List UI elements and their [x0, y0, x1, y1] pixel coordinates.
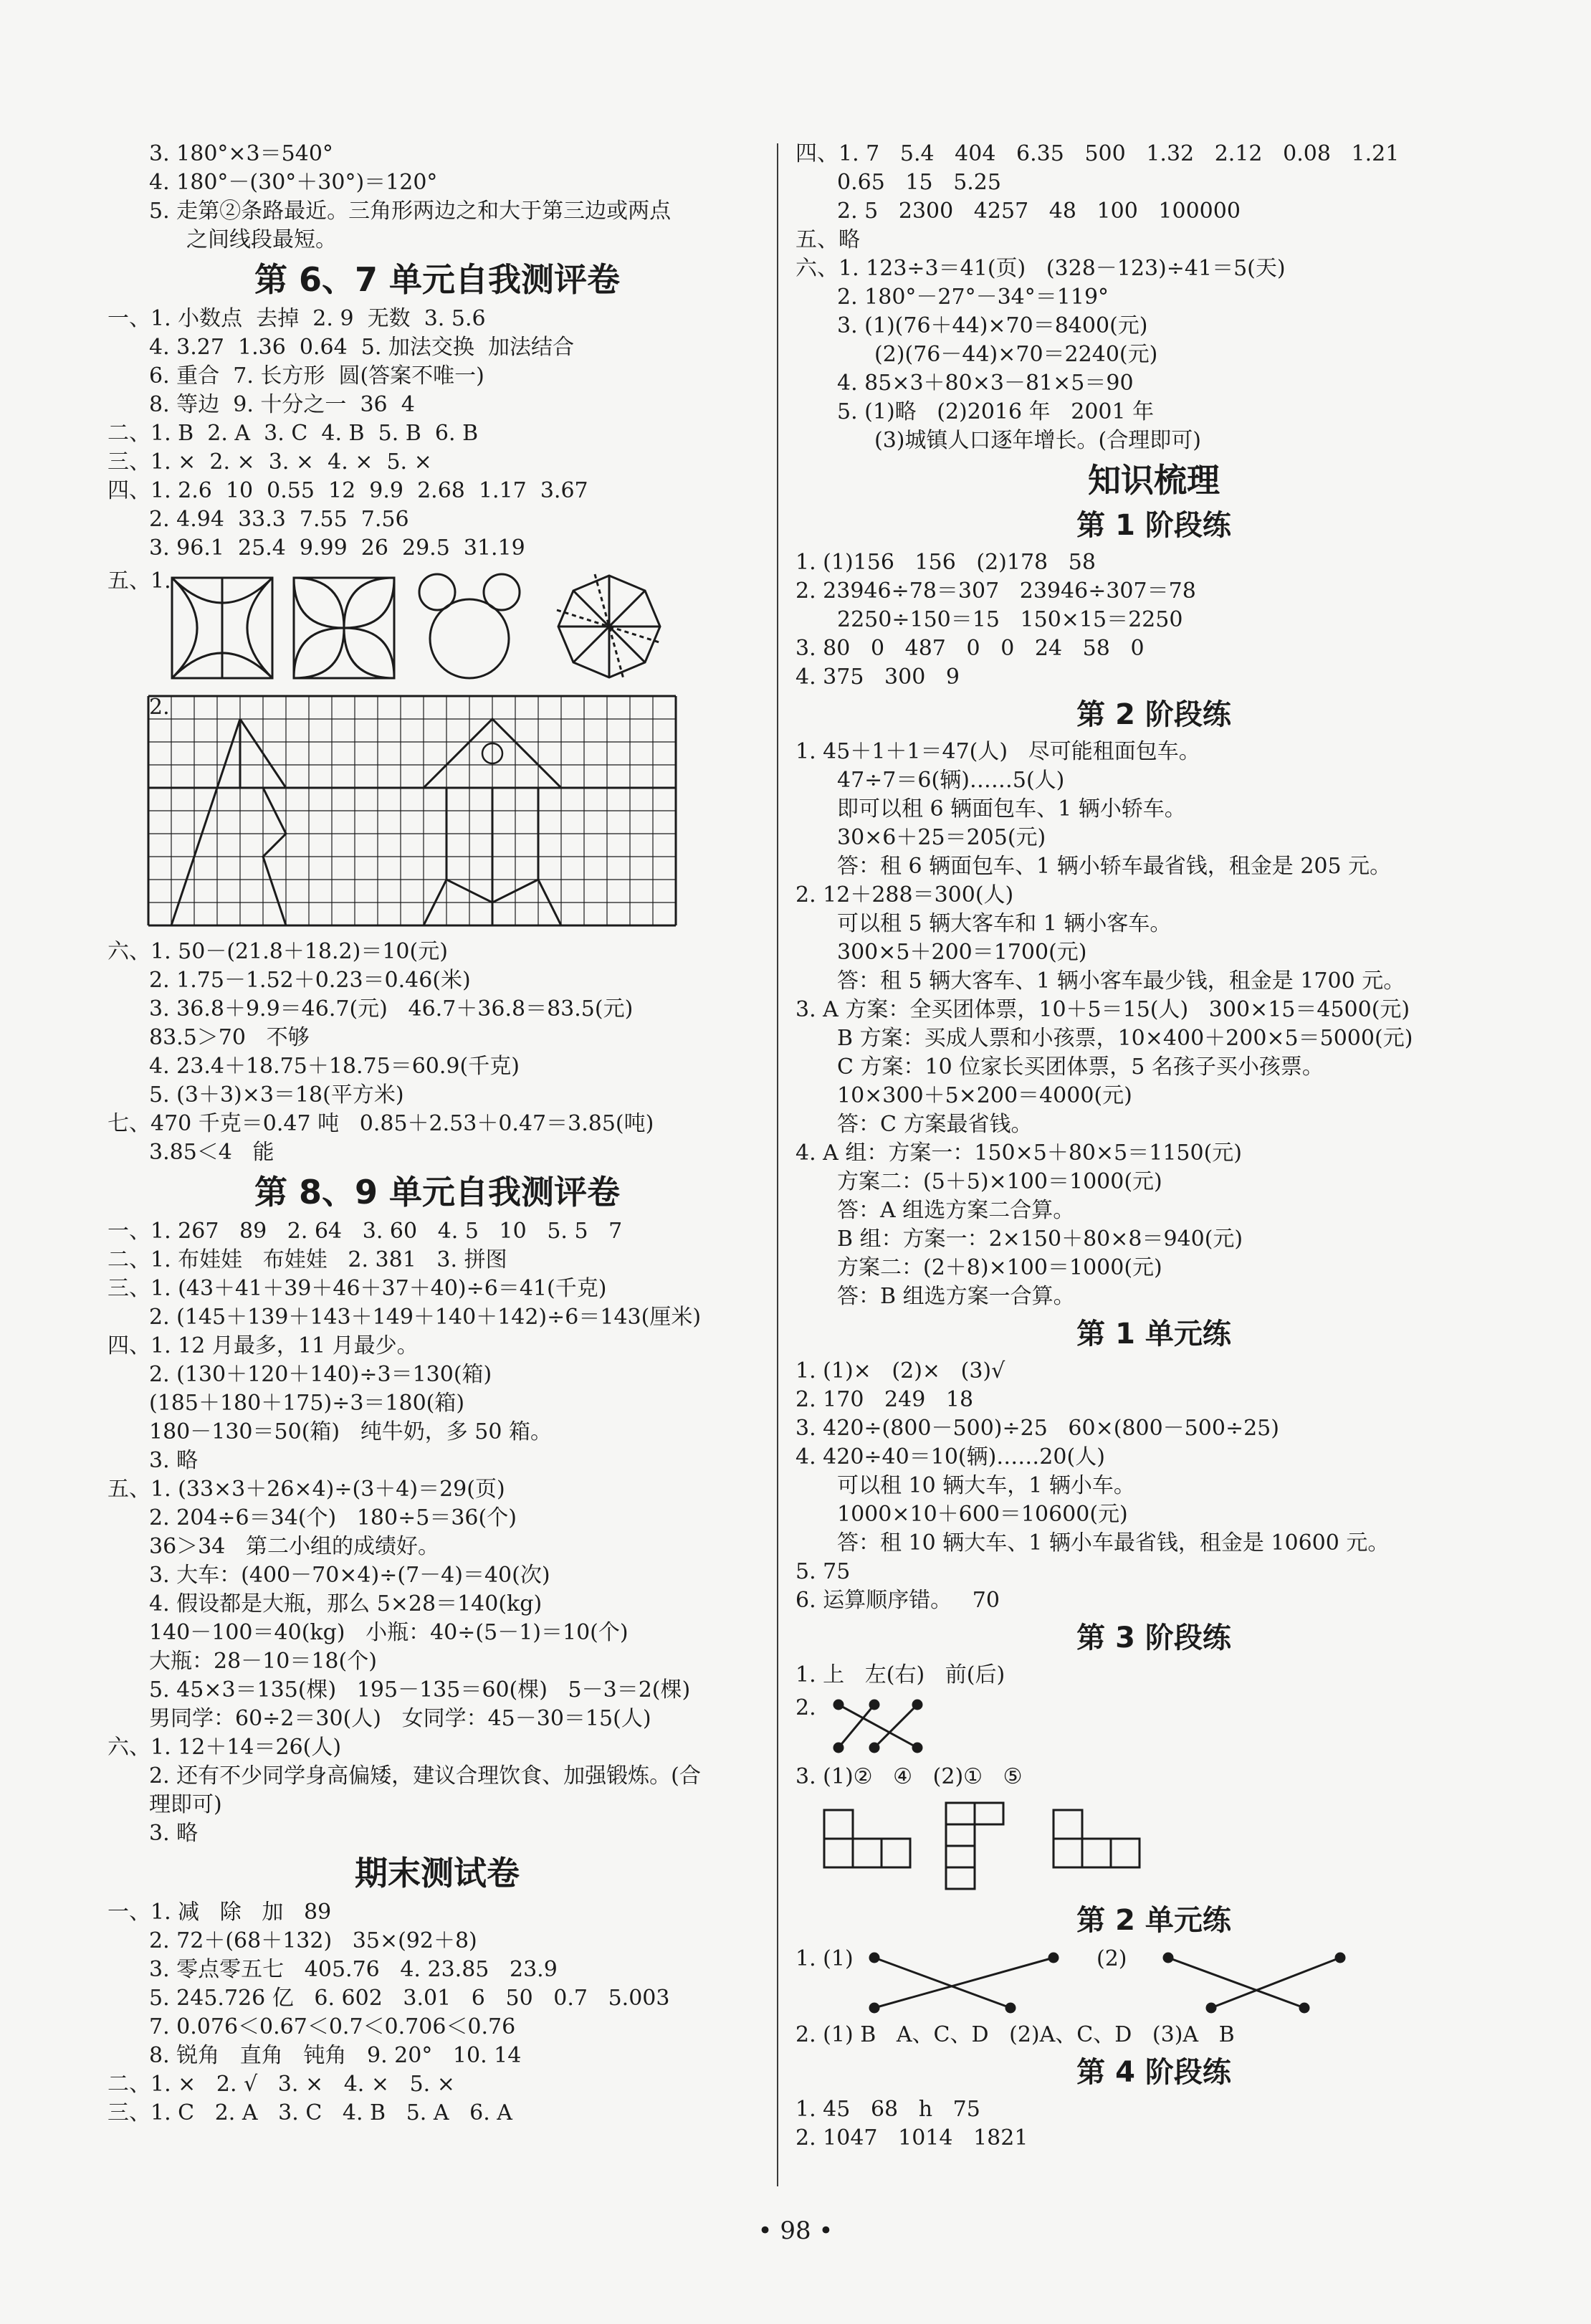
answer-line: 180－130＝50(箱) 纯牛奶，多 50 箱。: [149, 1419, 552, 1444]
figure-label: (2): [1096, 1946, 1127, 1971]
answer-line: 即可以租 6 辆面包车、1 辆小轿车。: [837, 796, 1186, 822]
answer-line: 0.65 15 5.25: [837, 170, 1001, 195]
answer-line: 3. 180°×3＝540°: [149, 141, 333, 166]
answer-line: 二、1. × 2. √ 3. × 4. × 5. ×: [108, 2072, 455, 2097]
answer-line: 2. 1.75－1.52＋0.23＝0.46(米): [149, 968, 471, 993]
answer-line: 83.5＞70 不够: [149, 1025, 310, 1050]
matching-figure-unit2: [796, 1945, 1512, 2016]
answer-line: 3. (1)(76＋44)×70＝8400(元): [837, 313, 1148, 338]
section-title-stage-3: 第 3 阶段练: [1076, 1621, 1231, 1654]
answer-line: 5. 75: [796, 1559, 851, 1584]
answer-line: C 方案：10 位家长买团体票，5 名孩子买小孩票。: [837, 1054, 1324, 1080]
grid-paper: [147, 695, 677, 931]
answer-line: 3. 略: [149, 1821, 199, 1846]
answer-line: 四、1. 2.6 10 0.55 12 9.9 2.68 1.17 3.67: [108, 478, 588, 503]
answer-line: 4. 85×3＋80×3－81×5＝90: [837, 371, 1134, 396]
answer-line: 2. 72＋(68＋132) 35×(92＋8): [149, 1928, 477, 1953]
column-divider: [777, 143, 778, 2186]
answer-line: 答：B 组选方案一合算。: [837, 1284, 1075, 1309]
answer-line: 4. A 组：方案一：150×5＋80×5＝1150(元): [796, 1140, 1242, 1166]
answer-line: 1000×10＋600＝10600(元): [837, 1502, 1128, 1527]
figure-label: 五、1.: [108, 568, 171, 594]
answer-line: 36＞34 第二小组的成绩好。: [149, 1534, 439, 1559]
answer-line: 6. 运算顺序错。 70: [796, 1588, 1000, 1613]
symmetry-shapes-figure: [150, 567, 781, 689]
section-title-unit-2: 第 2 单元练: [1076, 1904, 1231, 1937]
answer-line: 47÷7＝6(辆)……5(人): [837, 768, 1065, 793]
answer-line: 8. 锐角 直角 钝角 9. 20° 10. 14: [149, 2043, 522, 2068]
answer-line: 3.85＜4 能: [149, 1140, 274, 1165]
answer-line: 可以租 10 辆大车，1 辆小车。: [837, 1473, 1135, 1498]
block-views-figure: [796, 1796, 1512, 1896]
answer-line: 2. (1) B A、C、D (2)A、C、D (3)A B: [796, 2022, 1235, 2047]
answer-line: 1. (1)× (2)× (3)√: [796, 1358, 1005, 1384]
left-column: [108, 140, 767, 2128]
answer-line: 2. 1047 1014 1821: [796, 2125, 1028, 2151]
answer-line: (2)(76－44)×70＝2240(元): [874, 342, 1158, 367]
answer-line: 2. 12＋288＝300(人): [796, 882, 1014, 908]
answer-line: 1. (1)156 156 (2)178 58: [796, 550, 1096, 575]
section-title-unit-8-9: 第 8、9 单元自我测评卷: [254, 1173, 621, 1211]
section-title-stage-1: 第 1 阶段练: [1076, 509, 1231, 542]
matching-lines: [824, 1694, 1010, 1758]
answer-line: 5. 245.726 亿 6. 602 3.01 6 50 0.7 5.003: [149, 1986, 670, 2011]
answer-line: 六、1. 12＋14＝26(人): [108, 1735, 342, 1760]
matching-lines: [860, 1945, 1376, 2016]
answer-line: 300×5＋200＝1700(元): [837, 940, 1087, 965]
answer-line: 3. 略: [149, 1448, 199, 1473]
section-title-final-exam: 期末测试卷: [355, 1854, 520, 1892]
answer-line: 4. 假设都是大瓶，那么 5×28＝140(kg): [149, 1591, 543, 1616]
answer-line: 二、1. B 2. A 3. C 4. B 5. B 6. B: [108, 421, 479, 446]
answer-line: B 方案：买成人票和小孩票，10×400＋200×5＝5000(元): [837, 1026, 1413, 1051]
answer-line: 四、1. 7 5.4 404 6.35 500 1.32 2.12 0.08 1.21: [796, 141, 1400, 166]
answer-line: 4. 180°－(30°＋30°)＝120°: [149, 170, 438, 195]
answer-line: (185＋180＋175)÷3＝180(箱): [149, 1391, 465, 1416]
answer-line: 1. 上 左(右) 前(后): [796, 1662, 1005, 1687]
answer-line: 2. (130＋120＋140)÷3＝130(箱): [149, 1362, 492, 1387]
answer-line: 10×300＋5×200＝4000(元): [837, 1083, 1132, 1108]
answer-line: 方案二：(2＋8)×100＝1000(元): [837, 1255, 1162, 1280]
answer-line: 4. 3.27 1.36 0.64 5. 加法交换 加法结合: [149, 335, 574, 360]
answer-line: 7. 0.076＜0.67＜0.7＜0.706＜0.76: [149, 2014, 516, 2039]
answer-line: 五、略: [796, 227, 860, 252]
answer-line: 六、1. 50－(21.8＋18.2)＝10(元): [108, 939, 448, 964]
answer-line: 4. 375 300 9: [796, 665, 960, 690]
answer-line: 2250÷150＝15 150×15＝2250: [837, 607, 1183, 632]
answer-line: (3)城镇人口逐年增长。(合理即可): [874, 428, 1201, 453]
answer-line: 5. 走第②条路最近。三角形两边之和大于第三边或两点: [149, 199, 672, 224]
answer-line: 2. 5 2300 4257 48 100 100000: [837, 199, 1241, 224]
answer-line: 3. 420÷(800－500)÷25 60×(800－500÷25): [796, 1416, 1279, 1441]
right-column: [796, 140, 1512, 2153]
figure-label: 1. (1): [796, 1946, 854, 1971]
answer-line: 三、1. C 2. A 3. C 4. B 5. A 6. A: [108, 2100, 512, 2125]
section-title-stage-2: 第 2 阶段练: [1076, 698, 1231, 731]
answer-line: 4. 23.4＋18.75＋18.75＝60.9(千克): [149, 1054, 520, 1079]
answer-line: 2. 170 249 18: [796, 1387, 974, 1412]
answer-line: 140－100＝40(kg) 小瓶：40÷(5－1)＝10(个): [149, 1620, 629, 1645]
grid-drawing-figure: [108, 693, 767, 933]
answer-line: 5. (3＋3)×3＝18(平方米): [149, 1082, 404, 1108]
answer-line: 1. 45＋1＋1＝47(人) 尽可能租面包车。: [796, 739, 1200, 764]
answer-line: 一、1. 267 89 2. 64 3. 60 4. 5 10 5. 5 7: [108, 1219, 623, 1244]
page-number: • 98 •: [758, 2216, 833, 2245]
answer-line: 七、470 千克＝0.47 吨 0.85＋2.53＋0.47＝3.85(吨): [108, 1111, 654, 1136]
answer-line: 六、1. 123÷3＝41(页) (328－123)÷41＝5(天): [796, 256, 1286, 281]
answer-line: 1. 45 68 h 75: [796, 2097, 980, 2122]
figure-label: 2.: [149, 695, 170, 720]
answer-line: 8. 等边 9. 十分之一 36 4: [149, 392, 415, 417]
answer-line: 答：A 组选方案二合算。: [837, 1198, 1075, 1223]
figure-label: 2.: [796, 1695, 816, 1720]
symmetry-figures: [108, 567, 767, 689]
answer-line: 之间线段最短。: [186, 227, 337, 252]
answer-line: 3. 大车：(400－70×4)÷(7－4)＝40(次): [149, 1563, 550, 1588]
answer-line: 5. 45×3＝135(棵) 195－135＝60(棵) 5－3＝2(棵): [149, 1677, 691, 1702]
answer-line: 3. 36.8＋9.9＝46.7(元) 46.7＋36.8＝83.5(元): [149, 996, 634, 1021]
answer-line: 理即可): [149, 1792, 222, 1817]
answer-line: 答：C 方案最省钱。: [837, 1112, 1033, 1137]
answer-line: 答：租 10 辆大车、1 辆小车最省钱，租金是 10600 元。: [837, 1530, 1390, 1556]
answer-line: 2. 还有不少同学身高偏矮，建议合理饮食、加强锻炼。(合: [149, 1763, 701, 1789]
answer-line: 大瓶：28－10＝18(个): [149, 1649, 377, 1674]
answer-line: 3. 96.1 25.4 9.99 26 29.5 31.19: [149, 535, 525, 561]
answer-line: 2. 4.94 33.3 7.55 7.56: [149, 507, 409, 532]
answer-line: 3. 零点零五七 405.76 4. 23.85 23.9: [149, 1957, 558, 1982]
answer-line: 二、1. 布娃娃 布娃娃 2. 381 3. 拼图: [108, 1247, 507, 1272]
answer-line: 一、1. 减 除 加 89: [108, 1900, 332, 1925]
answer-line: 4. 420÷40＝10(辆)……20(人): [796, 1444, 1105, 1470]
matching-figure-stage3: [796, 1694, 1512, 1758]
answer-line: 3. (1)② ④ (2)① ⑤: [796, 1764, 1023, 1789]
answer-line: 3. A 方案：全买团体票，10＋5＝15(人) 300×15＝4500(元): [796, 997, 1410, 1022]
answer-line: 2. 204÷6＝34(个) 180÷5＝36(个): [149, 1505, 517, 1530]
answer-line: 答：租 6 辆面包车、1 辆小轿车最省钱，租金是 205 元。: [837, 854, 1392, 879]
answer-line: 2. 180°－27°－34°＝119°: [837, 285, 1109, 310]
mouse-head-shape: [430, 599, 509, 678]
answer-line: 答：租 5 辆大客车、1 辆小客车最少钱，租金是 1700 元。: [837, 968, 1405, 994]
answer-line: 30×6＋25＝205(元): [837, 825, 1046, 850]
answer-line: 五、1. (33×3＋26×4)÷(3＋4)＝29(页): [108, 1477, 505, 1502]
drawn-shape: [217, 719, 263, 788]
answer-line: 三、1. (43＋41＋39＋46＋37＋40)÷6＝41(千克): [108, 1276, 607, 1301]
answer-line: 5. (1)略 (2)2016 年 2001 年: [837, 399, 1155, 424]
answer-line: 可以租 5 辆大客车和 1 辆小客车。: [837, 911, 1172, 936]
section-title-unit-1: 第 1 单元练: [1076, 1318, 1231, 1351]
answer-line: 一、1. 小数点 去掉 2. 9 无数 3. 5.6: [108, 306, 486, 331]
section-title-knowledge-review: 知识梳理: [1088, 461, 1220, 500]
section-title-stage-4: 第 4 阶段练: [1076, 2056, 1231, 2089]
answer-line: 2. (145＋139＋143＋149＋140＋142)÷6＝143(厘米): [149, 1305, 702, 1330]
answer-line: 6. 重合 7. 长方形 圆(答案不唯一): [149, 363, 484, 389]
answer-line: 3. 80 0 487 0 0 24 58 0: [796, 636, 1145, 661]
answer-line: 四、1. 12 月最多，11 月最少。: [108, 1333, 419, 1358]
answer-line: 三、1. × 2. × 3. × 4. × 5. ×: [108, 449, 432, 475]
answer-line: 男同学：60÷2＝30(人) 女同学：45－30＝15(人): [149, 1706, 651, 1731]
answer-line: 方案二：(5＋5)×100＝1000(元): [837, 1169, 1162, 1194]
answer-line: B 组：方案一：2×150＋80×8＝940(元): [837, 1227, 1243, 1252]
cube-views: [817, 1796, 1175, 1896]
answer-line: 2. 23946÷78＝307 23946÷307＝78: [796, 578, 1196, 604]
section-title-unit-6-7: 第 6、7 单元自我测评卷: [254, 260, 621, 299]
